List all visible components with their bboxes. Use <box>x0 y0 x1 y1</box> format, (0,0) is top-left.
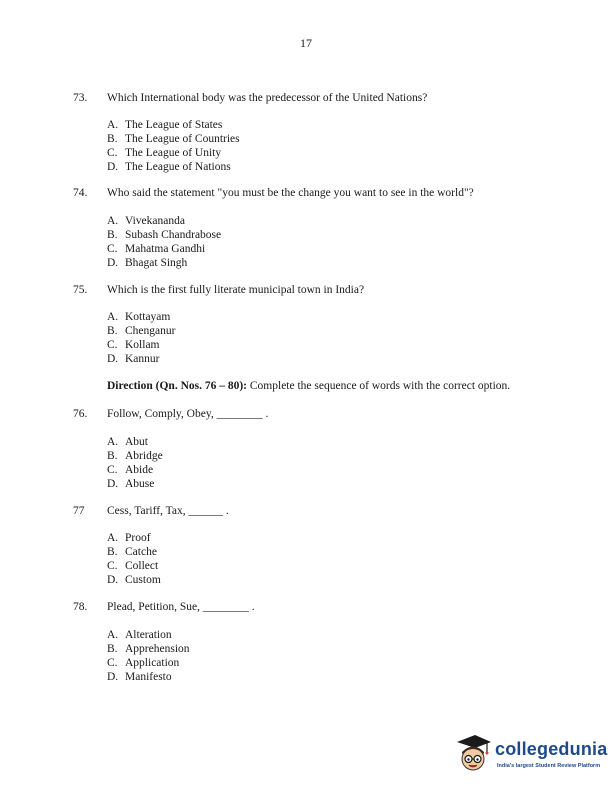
option-c <box>107 338 175 352</box>
option-letter: D. <box>107 353 119 365</box>
question-text: Who said the statement "you must be the change you want to see in the world"? <box>107 187 474 199</box>
option-letter: D. <box>107 257 119 269</box>
direction-label: Direction (Qn. Nos. 76 – 80): <box>107 380 248 392</box>
mascot-icon <box>453 732 495 780</box>
option-d <box>107 160 240 174</box>
option-letter: B. <box>107 229 118 241</box>
direction-text: Complete the sequence of words with the correct option. <box>247 380 511 392</box>
options-75 <box>107 310 175 366</box>
question-text: Follow, Comply, Obey, ________ . <box>107 408 269 420</box>
option-c <box>107 463 163 477</box>
option-text: Bhagat Singh <box>125 257 188 269</box>
options-77 <box>107 531 161 587</box>
option-letter: D. <box>107 478 119 490</box>
option-letter: C. <box>107 464 118 476</box>
question-number: 76. <box>73 408 88 420</box>
option-c <box>107 242 221 256</box>
options-74 <box>107 214 221 270</box>
option-b <box>107 324 175 338</box>
question-text: Cess, Tariff, Tax, ______ . <box>107 505 229 517</box>
option-text: Mahatma Gandhi <box>125 243 206 255</box>
option-d <box>107 477 163 491</box>
option-letter: A. <box>107 215 119 227</box>
option-letter: D. <box>107 671 119 683</box>
options-76 <box>107 435 163 491</box>
direction-note <box>107 380 510 392</box>
option-text: Alteration <box>125 629 172 641</box>
option-text: Collect <box>125 560 159 572</box>
option-c <box>107 559 161 573</box>
option-letter: D. <box>107 574 119 586</box>
option-text: Abuse <box>125 478 155 490</box>
option-b <box>107 545 161 559</box>
option-letter: A. <box>107 532 119 544</box>
question-number: 77 <box>73 505 85 517</box>
option-a <box>107 628 190 642</box>
option-b <box>107 132 240 146</box>
option-text: Proof <box>125 532 151 544</box>
option-text: Abridge <box>125 450 163 462</box>
option-letter: B. <box>107 133 118 145</box>
option-text: The League of States <box>125 119 223 131</box>
option-letter: C. <box>107 657 118 669</box>
option-text: Abut <box>125 436 148 448</box>
option-a <box>107 531 161 545</box>
option-letter: B. <box>107 643 118 655</box>
question-text: Which International body was the predecessor of the United Nations? <box>107 92 428 104</box>
option-c <box>107 656 190 670</box>
option-a <box>107 435 163 449</box>
page-number: 17 <box>300 36 312 50</box>
question-text: Plead, Petition, Sue, ________ . <box>107 601 255 613</box>
option-letter: A. <box>107 436 119 448</box>
question-text: Which is the first fully literate municipal town in India? <box>107 284 365 296</box>
option-text: Manifesto <box>125 671 172 683</box>
option-letter: B. <box>107 325 118 337</box>
option-a <box>107 214 221 228</box>
question-number: 78. <box>73 601 88 613</box>
question-number: 73. <box>73 92 88 104</box>
option-text: The League of Countries <box>125 133 240 145</box>
option-text: Custom <box>125 574 161 586</box>
option-text: The League of Nations <box>125 161 231 173</box>
option-text: Kottayam <box>125 311 171 323</box>
option-b <box>107 228 221 242</box>
question-number: 74. <box>73 187 88 199</box>
options-73 <box>107 118 240 174</box>
option-text: Catche <box>125 546 157 558</box>
option-a <box>107 118 240 132</box>
option-text: Kannur <box>125 353 160 365</box>
option-text: The League of Unity <box>125 147 222 159</box>
option-letter: B. <box>107 546 118 558</box>
collegedunia-logo <box>453 732 608 780</box>
option-text: Abide <box>125 464 154 476</box>
option-letter: A. <box>107 629 119 641</box>
option-text: Chenganur <box>125 325 176 337</box>
option-d <box>107 573 161 587</box>
option-letter: C. <box>107 243 118 255</box>
option-letter: C. <box>107 147 118 159</box>
option-c <box>107 146 240 160</box>
option-letter: C. <box>107 560 118 572</box>
option-d <box>107 670 190 684</box>
option-text: Vivekananda <box>125 215 185 227</box>
option-text: Subash Chandrabose <box>125 229 222 241</box>
option-text: Kollam <box>125 339 160 351</box>
option-letter: B. <box>107 450 118 462</box>
option-letter: A. <box>107 311 119 323</box>
option-text: Apprehension <box>125 643 190 655</box>
option-d <box>107 352 175 366</box>
option-b <box>107 449 163 463</box>
option-letter: C. <box>107 339 118 351</box>
question-number: 75. <box>73 284 88 296</box>
logo-wordmark: collegedunia <box>495 739 608 759</box>
logo-tagline: India's largest Student Review Platform <box>497 763 601 769</box>
option-d <box>107 256 221 270</box>
options-78 <box>107 628 190 684</box>
option-letter: D. <box>107 161 119 173</box>
option-a <box>107 310 175 324</box>
option-b <box>107 642 190 656</box>
option-letter: A. <box>107 119 119 131</box>
option-text: Application <box>125 657 180 669</box>
